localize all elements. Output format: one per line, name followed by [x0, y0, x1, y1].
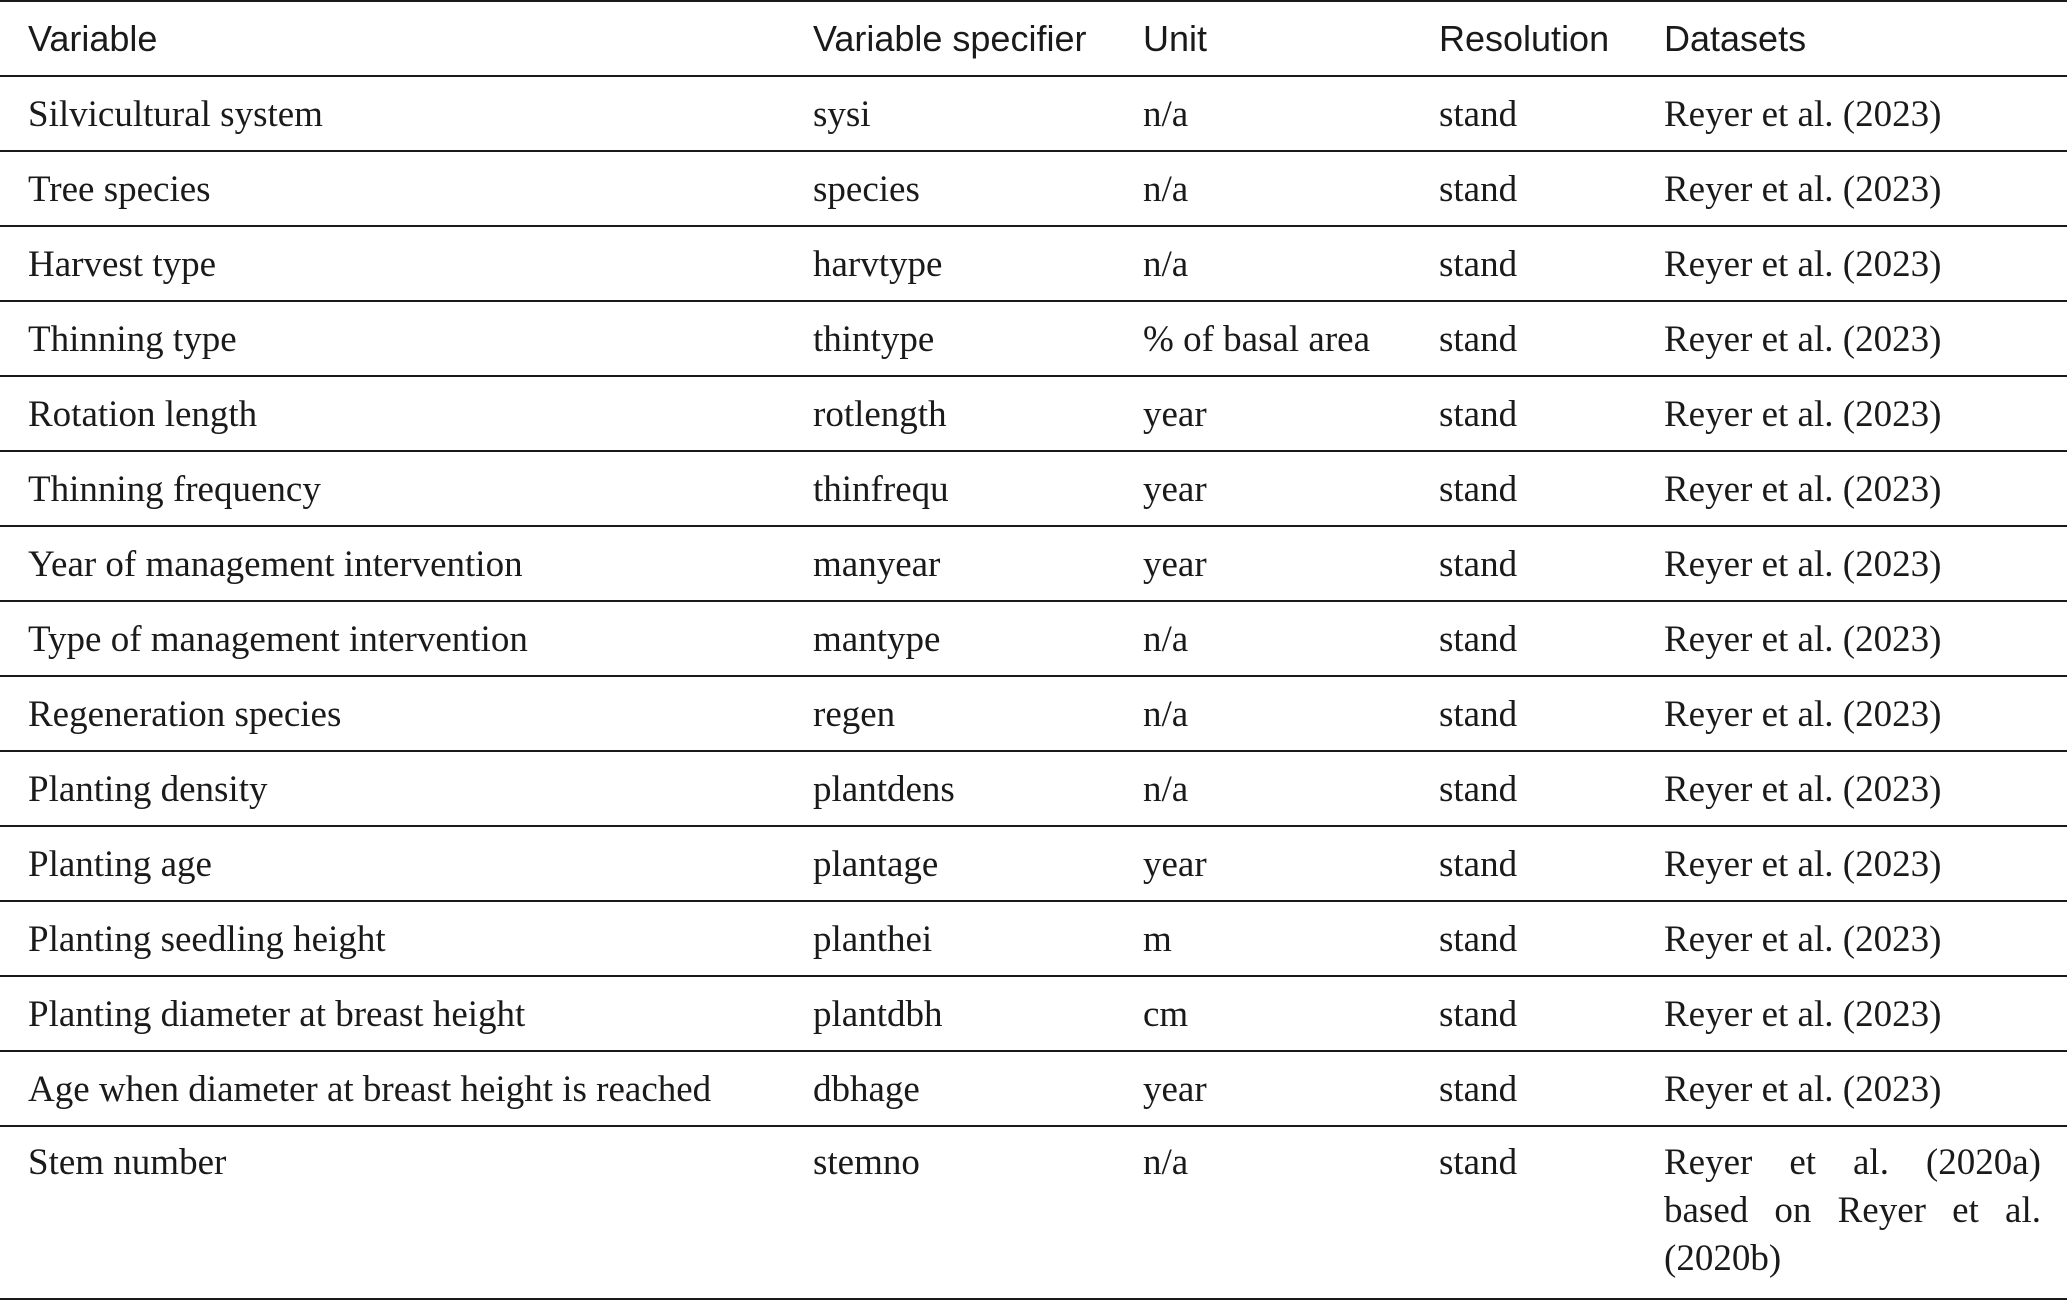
- cell-datasets: Reyer et al. (2023): [1664, 994, 1942, 1035]
- cell-unit: year: [1143, 469, 1207, 510]
- header-datasets: Datasets: [1664, 17, 1807, 59]
- cell-resolution: stand: [1439, 244, 1518, 285]
- cell-specifier: harvtype: [813, 244, 943, 285]
- cell-datasets: Reyer et al. (2023): [1664, 469, 1942, 510]
- table-row: [0, 1126, 2067, 1299]
- cell-unit: n/a: [1143, 694, 1189, 735]
- cell-resolution: stand: [1439, 394, 1518, 435]
- cell-datasets: Reyer et al. (2023): [1664, 769, 1942, 810]
- table-row: [0, 526, 2067, 601]
- cell-datasets: Reyer et al. (2023): [1664, 844, 1942, 885]
- cell-specifier: plantdbh: [813, 994, 943, 1035]
- cell-variable: Planting seedling height: [28, 919, 386, 960]
- cell-unit: m: [1143, 919, 1172, 960]
- cell-variable: Thinning type: [28, 319, 237, 360]
- header-variable-specifier: Variable specifier: [813, 17, 1087, 59]
- cell-datasets: Reyer et al. (2023): [1664, 394, 1942, 435]
- cell-resolution: stand: [1439, 844, 1518, 885]
- cell-specifier: stemno: [813, 1142, 920, 1183]
- cell-variable: Harvest type: [28, 244, 217, 285]
- table-row: [0, 451, 2067, 526]
- table-row: [0, 376, 2067, 451]
- cell-unit: cm: [1143, 994, 1189, 1035]
- cell-specifier: species: [813, 169, 920, 210]
- table-header-row: [0, 1, 2067, 76]
- cell-resolution: stand: [1439, 319, 1518, 360]
- header-variable: Variable: [28, 17, 158, 59]
- cell-resolution: stand: [1439, 694, 1518, 735]
- cell-variable: Type of management intervention: [28, 619, 528, 660]
- cell-specifier: regen: [813, 694, 896, 735]
- table-row: [0, 1051, 2067, 1126]
- cell-unit: year: [1143, 1069, 1207, 1110]
- cell-unit: % of basal area: [1143, 319, 1371, 360]
- cell-resolution: stand: [1439, 94, 1518, 135]
- cell-unit: n/a: [1143, 94, 1189, 135]
- cell-variable: Tree species: [28, 169, 211, 210]
- cell-resolution: stand: [1439, 769, 1518, 810]
- cell-specifier: planthei: [813, 919, 933, 960]
- cell-variable: Stem number: [28, 1142, 227, 1183]
- cell-variable: Regeneration species: [28, 694, 342, 735]
- cell-variable: Age when diameter at breast height is reached: [28, 1069, 712, 1110]
- cell-resolution: stand: [1439, 169, 1518, 210]
- table-row: [0, 751, 2067, 826]
- cell-variable: Thinning frequency: [28, 469, 321, 510]
- table-row: [0, 976, 2067, 1051]
- cell-datasets: Reyer et al. (2023): [1664, 919, 1942, 960]
- cell-unit: n/a: [1143, 244, 1189, 285]
- cell-specifier: thintype: [813, 319, 935, 360]
- table-row: [0, 676, 2067, 751]
- cell-specifier: manyear: [813, 544, 941, 585]
- cell-variable: Rotation length: [28, 394, 258, 435]
- cell-specifier: plantdens: [813, 769, 955, 810]
- cell-datasets: Reyer et al. (2023): [1664, 94, 1942, 135]
- cell-datasets: Reyer et al. (2023): [1664, 319, 1942, 360]
- cell-variable: Planting diameter at breast height: [28, 994, 526, 1035]
- cell-resolution: stand: [1439, 1069, 1518, 1110]
- cell-resolution: stand: [1439, 544, 1518, 585]
- cell-specifier: sysi: [813, 94, 871, 135]
- cell-datasets: Reyer et al. (2023): [1664, 169, 1942, 210]
- cell-unit: n/a: [1143, 1142, 1189, 1183]
- table-row: [0, 301, 2067, 376]
- cell-unit: year: [1143, 844, 1207, 885]
- cell-unit: n/a: [1143, 769, 1189, 810]
- cell-variable: Year of management intervention: [28, 544, 523, 585]
- cell-unit: year: [1143, 544, 1207, 585]
- cell-resolution: stand: [1439, 619, 1518, 660]
- table-row: [0, 601, 2067, 676]
- cell-specifier: dbhage: [813, 1069, 920, 1110]
- table-row: [0, 826, 2067, 901]
- table-row: [0, 151, 2067, 226]
- cell-unit: n/a: [1143, 169, 1189, 210]
- table-row: [0, 901, 2067, 976]
- header-unit: Unit: [1143, 17, 1208, 59]
- cell-variable: Planting density: [28, 769, 268, 810]
- cell-datasets: Reyer et al. (2020a) based on Reyer et al. (2020b): [1664, 1142, 2041, 1279]
- table-row: [0, 76, 2067, 151]
- cell-resolution: stand: [1439, 919, 1518, 960]
- cell-datasets: Reyer et al. (2023): [1664, 544, 1942, 585]
- cell-specifier: thinfrequ: [813, 469, 949, 510]
- table-row: [0, 226, 2067, 301]
- cell-unit: n/a: [1143, 619, 1189, 660]
- cell-datasets: Reyer et al. (2023): [1664, 619, 1942, 660]
- cell-variable: Planting age: [28, 844, 212, 885]
- cell-datasets: Reyer et al. (2023): [1664, 1069, 1942, 1110]
- cell-specifier: plantage: [813, 844, 939, 885]
- cell-specifier: mantype: [813, 619, 941, 660]
- header-resolution: Resolution: [1439, 17, 1610, 59]
- cell-resolution: stand: [1439, 994, 1518, 1035]
- cell-resolution: stand: [1439, 469, 1518, 510]
- cell-datasets: Reyer et al. (2023): [1664, 244, 1942, 285]
- cell-datasets: Reyer et al. (2023): [1664, 694, 1942, 735]
- cell-resolution: stand: [1439, 1142, 1518, 1183]
- cell-variable: Silvicultural system: [28, 94, 323, 135]
- cell-specifier: rotlength: [813, 394, 947, 435]
- cell-unit: year: [1143, 394, 1207, 435]
